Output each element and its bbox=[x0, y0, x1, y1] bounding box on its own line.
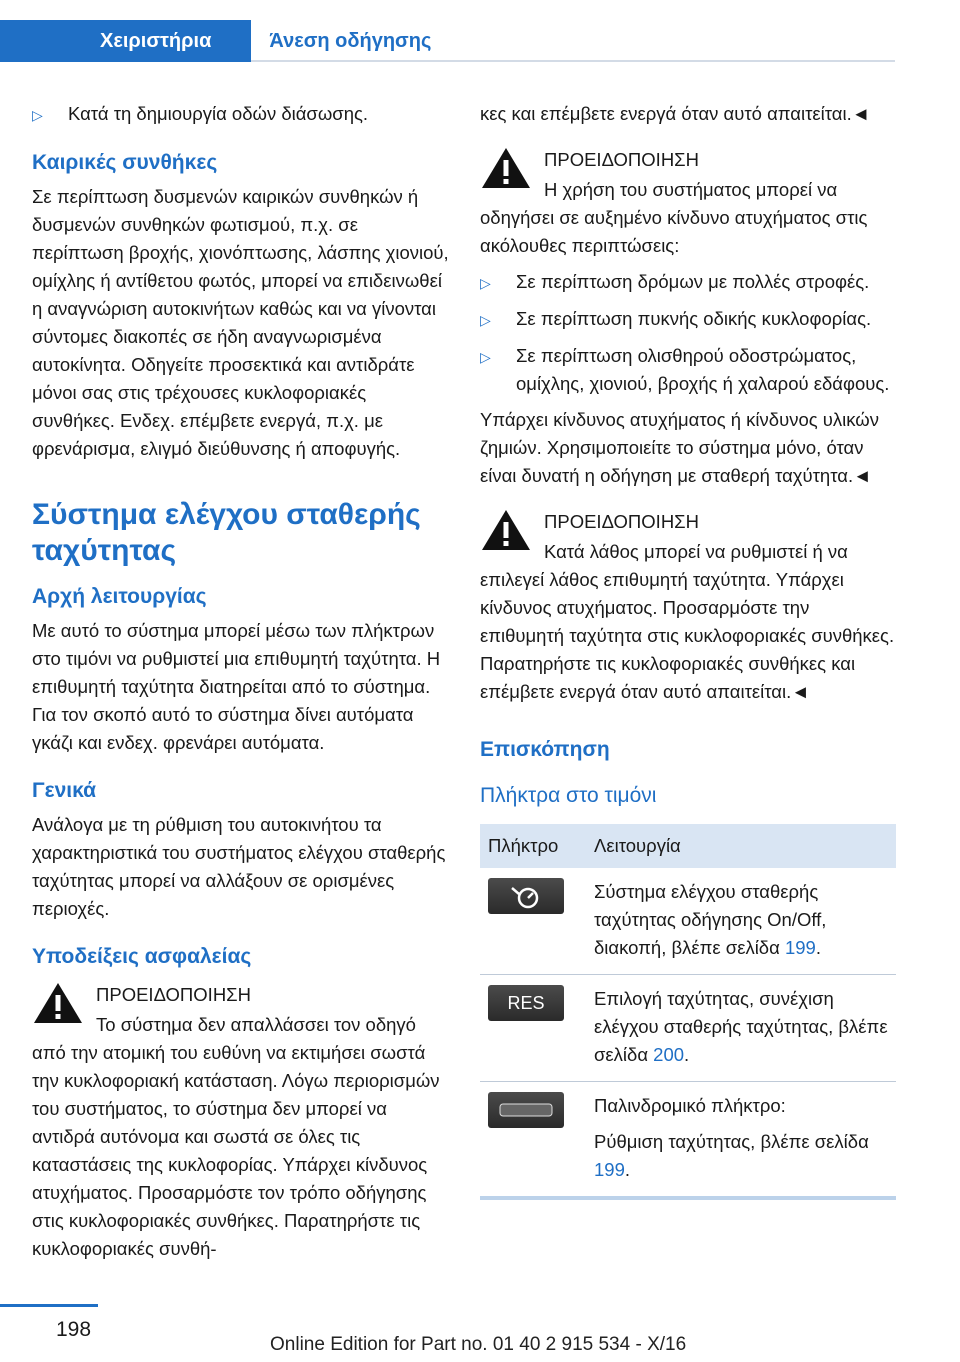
heading-safety: Υποδείξεις ασφαλείας bbox=[32, 945, 252, 968]
paragraph-principle: Με αυτό το σύστημα μπορεί μέσω των πλήκτρων στο τιμόνι να ρυθμιστεί μια επιθυμητή ταχύτητα. Η επιθυμητή ταχύτητα διατηρείται από το σύστημα. Για τον σκοπό αυτό το σύστημα δίνει αυτόματα γκάζι και ενδεχ. φρενάρει αυτόματα. bbox=[32, 620, 441, 753]
bullet-text: Σε περίπτωση πυκνής οδικής κυκλοφορίας. bbox=[516, 308, 872, 329]
tab-driving-comfort[interactable]: Άνεση οδήγησης bbox=[251, 20, 895, 62]
bullet-item bbox=[480, 268, 896, 297]
heading-general: Γενικά bbox=[32, 779, 97, 802]
function-text-end: . bbox=[684, 1044, 690, 1065]
rocker-switch-icon bbox=[498, 1100, 554, 1120]
header-bar bbox=[0, 20, 895, 62]
warning-triangle-icon bbox=[480, 146, 532, 190]
bullet-item bbox=[480, 342, 896, 398]
keys-table bbox=[480, 824, 896, 1200]
warning-triangle-icon bbox=[32, 981, 84, 1025]
cruise-control-button-image bbox=[488, 878, 564, 914]
paragraph-continued: κες και επέμβετε ενεργά όταν αυτό απαιτείται.◄ bbox=[480, 103, 871, 124]
triangle-bullet-icon: ▷ bbox=[480, 349, 491, 365]
triangle-bullet-icon: ▷ bbox=[32, 107, 43, 123]
bullet-text: Σε περίπτωση δρόμων με πολλές στροφές. bbox=[516, 271, 870, 292]
function-text: Σύστημα ελέγχου σταθερής ταχύτητας οδήγησης On/Off, διακοπή, βλέπε σελίδα bbox=[594, 881, 827, 958]
warning-text: Το σύστημα δεν απαλλάσσει τον οδηγό από την ατομική του ευθύνη να εκτιμήσει σωστά την κυκλοφοριακή κατάσταση. Λόγω περιορισμών του συστήματος, το σύστημα δεν μπορεί να αντιδρά αυτόνομα και σωστά σε όλες τις καταστάσεις της κυκλοφορίας. Υπάρχει κίνδυνος ατυχήματος. Προσαρμόστε τον τρόπο οδήγησης στις κυκλοφοριακές συνθήκες. Παρατηρήστε τις κυκλοφοριακές συνθή- bbox=[32, 1014, 440, 1259]
warning-triangle-icon bbox=[480, 508, 532, 552]
left-column bbox=[32, 100, 450, 1271]
heading-weather: Καιρικές συνθήκες bbox=[32, 151, 218, 174]
page-link[interactable]: 200 bbox=[653, 1044, 685, 1065]
edition-text: Online Edition for Part no. 01 40 2 915 534 - X/16 bbox=[270, 1334, 687, 1355]
right-column bbox=[480, 100, 896, 1200]
page-link[interactable]: 199 bbox=[784, 937, 816, 958]
warning-block-2 bbox=[480, 508, 896, 706]
table-header-row bbox=[480, 824, 896, 868]
triangle-bullet-icon: ▷ bbox=[480, 312, 491, 328]
table-row bbox=[480, 1082, 896, 1199]
page-number: 198 bbox=[56, 1318, 92, 1341]
warning-block bbox=[32, 981, 450, 1263]
table-header-function: Λειτουργία bbox=[586, 824, 896, 868]
table-row bbox=[480, 975, 896, 1082]
heading-principle: Αρχή λειτουργίας bbox=[32, 585, 207, 608]
speedometer-icon bbox=[506, 882, 546, 910]
paragraph-general: Ανάλογα με τη ρύθμιση του αυτοκινήτου τα χαρακτηριστικά του συστήματος ελέγχου σταθερής ταχύτητας μπορεί να αλλάξουν σε ορισμένες περιοχές. bbox=[32, 814, 446, 919]
function-text-end: . bbox=[815, 937, 821, 958]
table-row bbox=[480, 868, 896, 975]
bullet-text: Κατά τη δημιουργία οδών διάσωσης. bbox=[68, 103, 369, 124]
warning-title: ΠΡΟΕΙΔΟΠΟΙΗΣΗ bbox=[96, 984, 251, 1005]
triangle-bullet-icon: ▷ bbox=[480, 275, 491, 291]
warning-title: ΠΡΟΕΙΔΟΠΟΙΗΣΗ bbox=[544, 511, 699, 532]
warning-text: Η χρήση του συστήματος μπορεί να οδηγήσει σε αυξημένο κίνδυνο ατυχήματος στις ακόλουθες περιπτώσεις: bbox=[480, 179, 868, 256]
bullet-item bbox=[480, 305, 896, 334]
warning-text: Κατά λάθος μπορεί να ρυθμιστεί ή να επιλεγεί λάθος επιθυμητή ταχύτητα. Υπάρχει κίνδυνος ατυχήματος. Προσαρμόστε την επιθυμητή ταχύτητα στις κυκλοφοριακές συνθήκες. Παρατηρήστε τις κυκλοφοριακές συνθήκες και επέμβετε ενεργά όταν αυτό απαιτείται.◄ bbox=[480, 541, 895, 702]
bullet-text: Σε περίπτωση ολισθηρού οδοστρώματος, ομίχλης, χιονιού, βροχής ή χαλαρού εδάφους. bbox=[516, 345, 890, 394]
function-text: Επιλογή ταχύτητας, συνέχιση ελέγχου σταθερής ταχύτητας, βλέπε σελίδα bbox=[594, 988, 888, 1065]
heading-steering-keys: Πλήκτρα στο τιμόνι bbox=[480, 784, 657, 807]
footer-line bbox=[0, 1304, 98, 1307]
function-text: Ρύθμιση ταχύτητας, βλέπε σελίδα bbox=[594, 1131, 869, 1152]
warning-title: ΠΡΟΕΙΔΟΠΟΙΗΣΗ bbox=[544, 149, 699, 170]
warning-block-1 bbox=[480, 146, 896, 260]
page-link[interactable]: 199 bbox=[594, 1159, 625, 1180]
rocker-button-image bbox=[488, 1092, 564, 1128]
table-header-key: Πλήκτρο bbox=[480, 824, 586, 868]
tab-controls[interactable]: Χειριστήρια bbox=[0, 20, 251, 62]
bullet-item bbox=[32, 100, 450, 129]
paragraph-weather: Σε περίπτωση δυσμενών καιρικών συνθηκών ή δυσμενών συνθηκών φωτισμού, π.χ. σε περίπτωση βροχής, χιονόπτωσης, λάσπης χιονιού, ομίχλης ή αντίθετου φωτός, μπορεί να επιδεινωθεί η αναγνώριση αυτοκινήτων καθώς και να γίνονται σύντομες διακοπές σε ήδη αναγνωρισμένα αυτοκίνητα. Οδηγείτε προσεκτικά και αντιδράτε μόνοι σας στις τρέχουσες κυκλοφοριακές συνθήκες. Ενδεχ. επέμβετε ενεργά, π.χ. με φρενάρισμα, ελιγμό διεύθυνσης ή αποφυγής. bbox=[32, 186, 449, 459]
function-text-end: . bbox=[624, 1159, 631, 1180]
heading-cruise-control: Σύστημα ελέγχου σταθερής ταχύτητας bbox=[32, 498, 421, 567]
paragraph-risk: Υπάρχει κίνδυνος ατυχήματος ή κίνδυνος υλικών ζημιών. Χρησιμοποιείτε το σύστημα μόνο, όταν είναι δυνατή η οδήγηση με σταθερή ταχύτητα.◄ bbox=[480, 409, 879, 486]
function-text: Παλινδρομικό πλήκτρο: bbox=[594, 1095, 786, 1116]
heading-overview: Επισκόπηση bbox=[480, 738, 610, 761]
res-button-image: RES bbox=[488, 985, 564, 1021]
